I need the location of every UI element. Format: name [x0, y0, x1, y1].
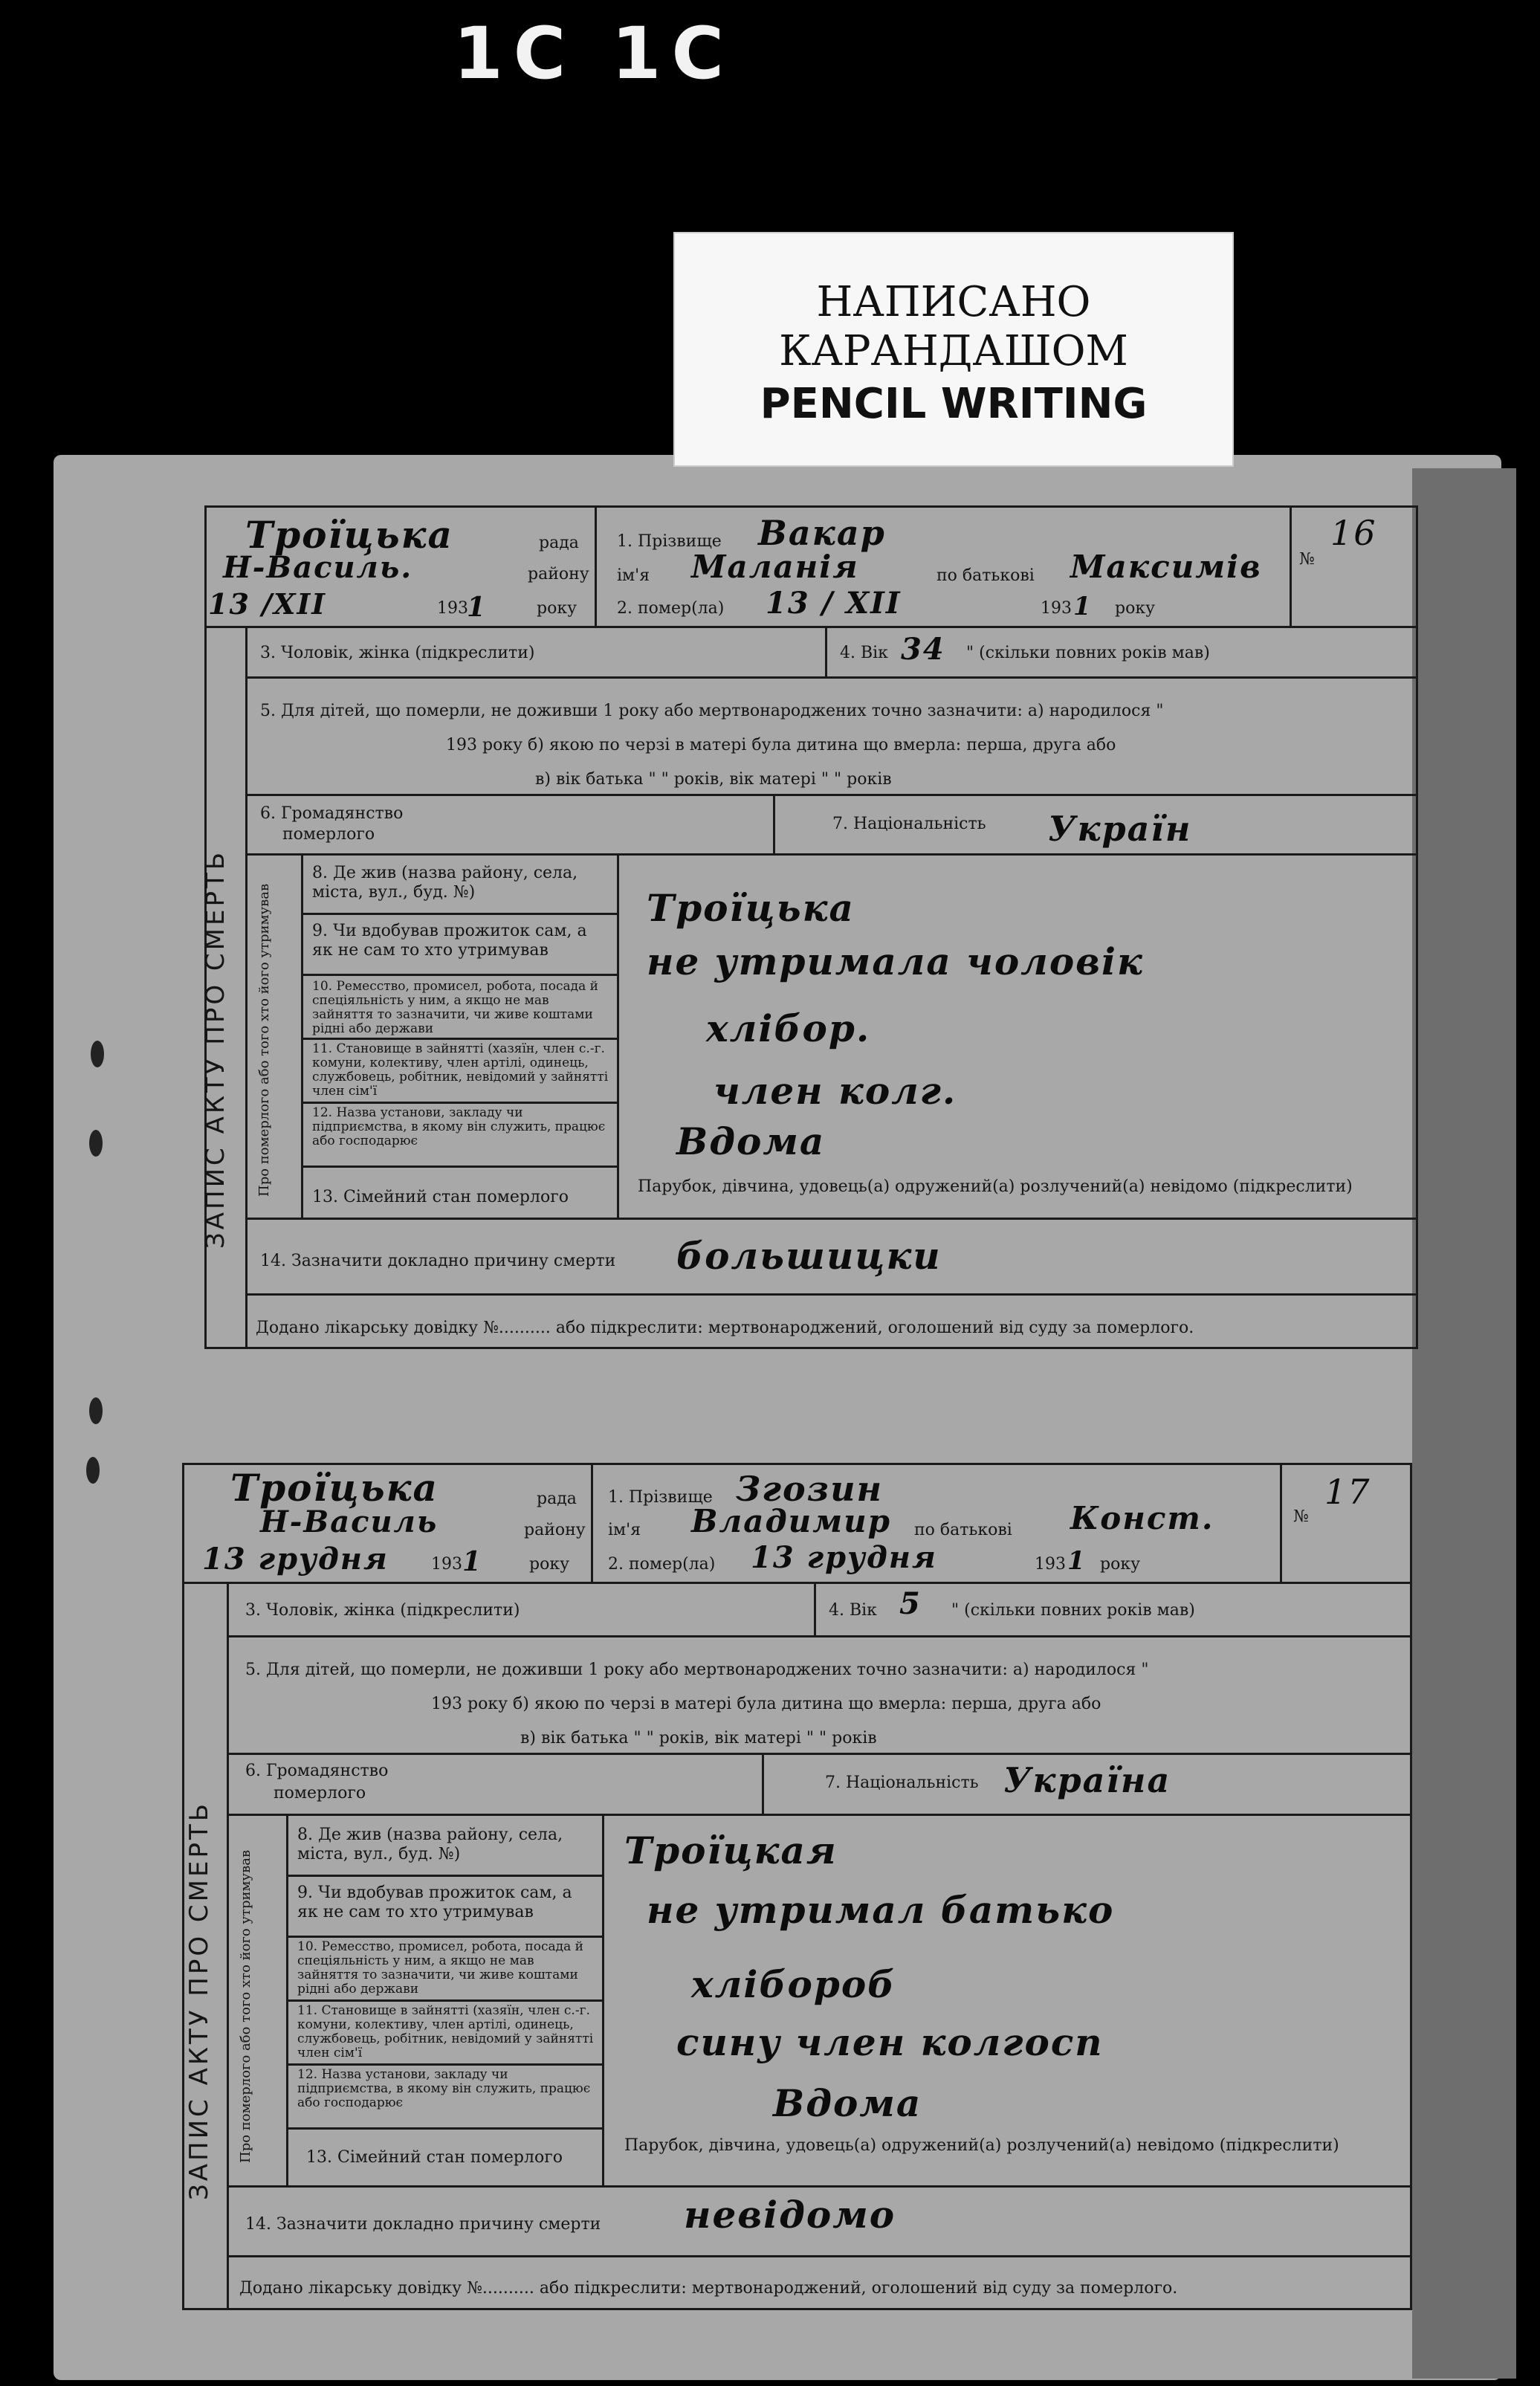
- surname-label: 1. Прізвище: [617, 532, 722, 551]
- surname-value: Згозин: [736, 1469, 884, 1509]
- year-digit: 1: [462, 1546, 483, 1577]
- surname-value: Вакар: [758, 513, 886, 553]
- binding-hole-icon: [91, 1041, 104, 1067]
- field-14-value: большицки: [676, 1234, 942, 1278]
- raion-value: Н-Василь: [260, 1504, 439, 1539]
- number-label: №: [1293, 1507, 1309, 1526]
- field-9-value: не утримал батько: [647, 1888, 1115, 1932]
- page-edge: [1412, 468, 1516, 2379]
- age-suffix: " (скільки повних років мав): [951, 1601, 1195, 1620]
- side-title: ЗАПИС АКТУ ПРО СМЕРТЬ: [201, 849, 230, 1249]
- marital-options: Парубок, дівчина, удовець(а) одружений(а) розлучений(а) невідомо (підкреслити): [624, 2136, 1339, 2155]
- field-14-label: 14. Зазначити докладно причину смерти: [245, 2215, 601, 2234]
- field-8-value: Троїцкая: [624, 1829, 838, 1872]
- age-suffix: " (скільки повних років мав): [966, 644, 1210, 662]
- age-value: 34: [901, 632, 945, 667]
- roku-label: року: [529, 1555, 570, 1574]
- died-year-prefix: 193: [1041, 599, 1072, 618]
- children-line-2: 193 року б) якою по черзі в матері була дитина що вмерла: перша, друга або: [446, 736, 1116, 754]
- binding-hole-icon: [89, 1397, 103, 1424]
- year-prefix: 193: [437, 599, 468, 618]
- footer-note: Додано лікарську довідку №.......... або підкреслити: мертвонароджений, оголошений від суду за померлого.: [239, 2279, 1178, 2298]
- died-roku-label: року: [1115, 599, 1156, 618]
- record-number: 17: [1324, 1472, 1371, 1512]
- stamp-line-1: НАПИСАНО: [816, 278, 1091, 326]
- children-line-2: 193 року б) якою по черзі в матері була дитина що вмерла: перша, друга або: [431, 1695, 1101, 1713]
- patronymic-label: по батькові: [936, 566, 1035, 585]
- field-11-value: член колг.: [714, 1069, 957, 1113]
- patronymic-value: Максимів: [1070, 549, 1262, 585]
- stamp-line-3: PENCIL WRITING: [760, 380, 1148, 428]
- rada-value: Троїцька: [230, 1466, 439, 1510]
- citizenship-label-2: померлого: [274, 1784, 366, 1803]
- died-roku-label: року: [1100, 1555, 1141, 1574]
- field-8-label: 8. Де жив (назва району, села, міста, вул., буд. №): [297, 1826, 563, 1863]
- sex-label: 3. Чоловік, жінка (підкреслити): [260, 644, 535, 662]
- field-14-value: невідомо: [684, 2193, 896, 2237]
- children-line-1: 5. Для дітей, що померли, не доживши 1 року або мертвонароджених точно зазначити: а) народилося ": [260, 702, 1164, 720]
- rada-value: Троїцька: [245, 513, 453, 557]
- citizenship-label: 6. Громадянство: [260, 804, 404, 823]
- record-date: 13 грудня: [202, 1542, 389, 1577]
- year-prefix: 193: [431, 1555, 462, 1574]
- patronymic-label: по батькові: [914, 1521, 1012, 1539]
- side-group-label: Про померлого або того хто його утримував: [238, 1849, 253, 2163]
- field-10-label: 10. Ремесство, промисел, робота, посада й спеціяльність у ним, а якщо не мав зайняття то зазначити, чи живе коштами рідні або держави: [297, 1939, 583, 1997]
- year-digit: 1: [467, 592, 488, 623]
- field-12-value: Вдома: [676, 1119, 826, 1163]
- field-8-value: Троїцька: [647, 886, 855, 930]
- side-title: ЗАПИС АКТУ ПРО СМЕРТЬ: [184, 1800, 214, 2200]
- age-label: 4. Вік: [840, 644, 888, 662]
- died-label: 2. помер(ла): [608, 1555, 716, 1574]
- died-year-prefix: 193: [1035, 1555, 1066, 1574]
- raion-label: району: [528, 565, 589, 583]
- field-8-label: 8. Де жив (назва району, села, міста, вул., буд. №): [312, 864, 578, 902]
- field-9-label: 9. Чи вдобував прожиток сам, а як не сам то хто утримував: [297, 1884, 572, 1921]
- surname-label: 1. Прізвище: [608, 1488, 713, 1507]
- raion-value: Н-Василь.: [223, 550, 413, 585]
- name-label: ім'я: [617, 566, 650, 585]
- rada-label: рада: [537, 1490, 577, 1508]
- field-9-label: 9. Чи вдобував прожиток сам, а як не сам то хто утримував: [312, 922, 587, 960]
- reel-number: 1C 1C: [453, 12, 734, 95]
- died-year-digit: 1: [1067, 1546, 1087, 1576]
- field-9-value: не утримала чоловік: [647, 940, 1144, 983]
- binding-hole-icon: [89, 1130, 103, 1157]
- citizenship-label: 6. Громадянство: [245, 1762, 389, 1780]
- field-10-value: хлібор.: [706, 1006, 871, 1050]
- died-year-digit: 1: [1073, 592, 1093, 621]
- rada-label: рада: [539, 534, 579, 552]
- name-label: ім'я: [608, 1521, 641, 1539]
- stamp-line-2: КАРАНДАШОМ: [779, 327, 1128, 375]
- field-11-label: 11. Становище в зайнятті (хазяїн, член с.-г. комуни, колективу, член артілі, одинець, службовець, робітник, невідомий у зайнятті член сім'ї: [312, 1041, 609, 1099]
- roku-label: року: [537, 599, 578, 618]
- field-10-label: 10. Ремесство, промисел, робота, посада й спеціяльність у ним, а якщо не мав зайняття то зазначити, чи живе коштами рідні або держави: [312, 979, 598, 1036]
- patronymic-value: Конст.: [1070, 1500, 1214, 1536]
- name-value: Маланія: [691, 549, 859, 585]
- nationality-value: Україна: [1003, 1760, 1171, 1800]
- field-12-label: 12. Назва установи, закладу чи підприємства, в якому він служить, працює або господарює: [312, 1105, 606, 1148]
- field-13-label: 13. Сімейний стан померлого: [306, 2148, 563, 2167]
- binding-hole-icon: [86, 1457, 100, 1484]
- footer-note: Додано лікарську довідку №.......... або підкреслити: мертвонароджений, оголошений від суду за померлого.: [256, 1319, 1194, 1337]
- record-date: 13 /XII: [208, 587, 327, 621]
- field-10-value: хлібороб: [691, 1962, 896, 2006]
- sex-label: 3. Чоловік, жінка (підкреслити): [245, 1601, 520, 1620]
- side-group-label: Про померлого або того хто його утримував: [256, 883, 272, 1197]
- died-value: 13 грудня: [751, 1540, 937, 1575]
- children-line-3: в) вік батька " " років, вік матері " " років: [535, 770, 892, 789]
- name-value: Владимир: [691, 1503, 892, 1539]
- field-12-label: 12. Назва установи, закладу чи підприємства, в якому він служить, працює або господарює: [297, 2067, 591, 2110]
- pencil-writing-stamp: [673, 232, 1234, 467]
- field-11-value: сину член колгосп: [676, 2020, 1104, 2064]
- died-label: 2. помер(ла): [617, 599, 725, 618]
- nationality-label: 7. Національність: [832, 815, 986, 833]
- children-line-1: 5. Для дітей, що померли, не доживши 1 року або мертвонароджених точно зазначити: а) народилося ": [245, 1661, 1149, 1679]
- record-number: 16: [1330, 513, 1377, 553]
- field-14-label: 14. Зазначити докладно причину смерти: [260, 1252, 616, 1270]
- age-value: 5: [899, 1586, 922, 1621]
- nationality-value: Україн: [1048, 809, 1192, 849]
- died-value: 13 / XII: [766, 586, 902, 621]
- age-label: 4. Вік: [829, 1601, 877, 1620]
- field-11-label: 11. Становище в зайнятті (хазяїн, член с.-г. комуни, колективу, член артілі, одинець, службовець, робітник, невідомий у зайнятті член сім'ї: [297, 2003, 594, 2060]
- citizenship-label-2: померлого: [282, 825, 375, 844]
- nationality-label: 7. Національність: [825, 1774, 979, 1792]
- marital-options: Парубок, дівчина, удовець(а) одружений(а) розлучений(а) невідомо (підкреслити): [638, 1177, 1353, 1196]
- field-12-value: Вдома: [773, 2081, 922, 2125]
- raion-label: району: [524, 1521, 586, 1539]
- children-line-3: в) вік батька " " років, вік матері " " років: [520, 1729, 877, 1748]
- number-label: №: [1299, 550, 1315, 569]
- field-13-label: 13. Сімейний стан померлого: [312, 1188, 569, 1206]
